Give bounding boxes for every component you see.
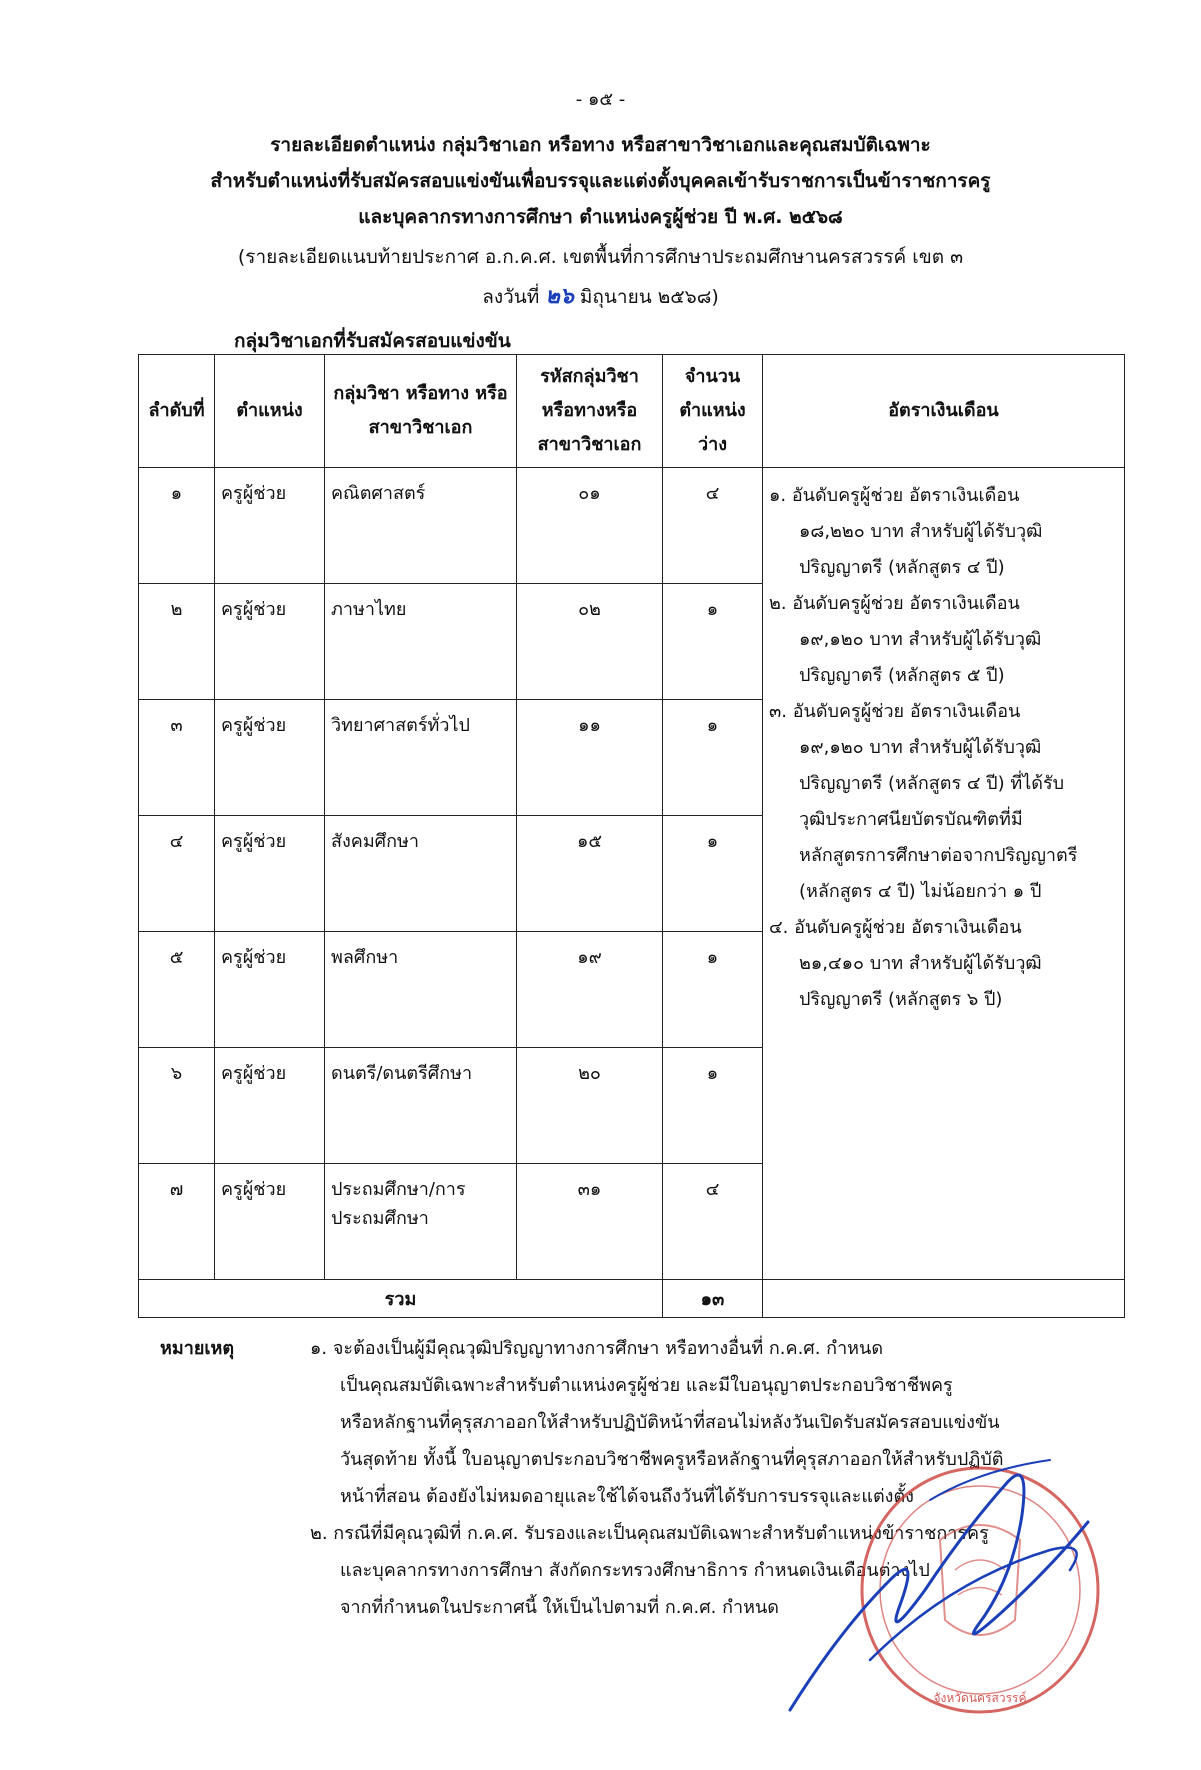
stamp-text: จังหวัดนครสวรรค์ [933, 1691, 1027, 1705]
note-line: หรือหลักฐานที่คุรุสภาออกให้สำหรับปฏิบัติหน้าที่สอนไม่หลังวันเปิดรับสมัครสอบแข่งขัน [340, 1412, 1000, 1433]
cell-subject: ดนตรี/ดนตรีศึกษา [325, 1048, 517, 1164]
salary-item [769, 478, 1118, 586]
salary-item-line: ๒๑,๔๑๐ บาท สำหรับผู้ได้รับวุฒิ [799, 953, 1042, 974]
cell-subject: วิทยาศาสตร์ทั่วไป [325, 700, 517, 816]
salary-item-first: ๓. อันดับครูผู้ช่วย อัตราเงินเดือน [769, 701, 1021, 722]
header-order: ลำดับที่ [139, 355, 215, 468]
cell-code: ๑๙ [517, 932, 663, 1048]
cell-position: ครูผู้ช่วย [215, 1164, 325, 1280]
salary-item [769, 586, 1118, 694]
cell-code: ๐๑ [517, 468, 663, 584]
cell-position: ครูผู้ช่วย [215, 700, 325, 816]
table-row [139, 468, 1125, 584]
salary-item-line: ปริญญาตรี (หลักสูตร ๕ ปี) [799, 665, 1005, 686]
salary-cell [763, 468, 1125, 1280]
salary-item-line: ปริญญาตรี (หลักสูตร ๔ ปี) ที่ได้รับ [799, 773, 1065, 794]
note-line: หน้าที่สอน ต้องยังไม่หมดอายุและใช้ได้จนถึงวันที่ได้รับการบรรจุและแต่งตั้ง [340, 1486, 914, 1507]
header-code: รหัสกลุ่มวิชา หรือทางหรือ สาขาวิชาเอก [517, 355, 663, 468]
cell-position: ครูผู้ช่วย [215, 816, 325, 932]
total-label: รวม [139, 1280, 663, 1318]
cell-subject: คณิตศาสตร์ [325, 468, 517, 584]
salary-item-line: วุฒิประกาศนียบัตรบัณฑิตที่มี [799, 809, 1023, 830]
salary-item-line: ๑๙,๑๒๐ บาท สำหรับผู้ได้รับวุฒิ [799, 737, 1042, 758]
note-line: วันสุดท้าย ทั้งนี้ ใบอนุญาตประกอบวิชาชีพครูหรือหลักฐานที่คุรุสภาออกให้สำหรับปฏิบัติ [340, 1449, 1004, 1470]
subtitle: (รายละเอียดแนบท้ายประกาศ อ.ก.ค.ศ. เขตพื้นที่การศึกษาประถมศึกษานครสวรรค์ เขต ๓ [237, 246, 964, 268]
title-line-3: และบุคลากรทางการศึกษา ตำแหน่งครูผู้ช่วย ปี พ.ศ. ๒๕๖๘ [358, 206, 843, 228]
salary-item-first: ๒. อันดับครูผู้ช่วย อัตราเงินเดือน [769, 593, 1020, 614]
cell-count: ๔ [663, 1164, 763, 1280]
salary-item-line: ๑๘,๒๒๐ บาท สำหรับผู้ได้รับวุฒิ [799, 521, 1043, 542]
title-line-1: รายละเอียดตำแหน่ง กลุ่มวิชาเอก หรือทาง หรือสาขาวิชาเอกและคุณสมบัติเฉพาะ [270, 134, 931, 156]
header-position: ตำแหน่ง [215, 355, 325, 468]
title-line-2: สำหรับตำแหน่งที่รับสมัครสอบแข่งขันเพื่อบรรจุและแต่งตั้งบุคคลเข้ารับราชการเป็นข้าราชการครู [210, 170, 991, 192]
cell-order: ๒ [139, 584, 215, 700]
total-row [139, 1280, 1125, 1318]
date-prefix: ลงวันที่ [482, 286, 540, 308]
cell-order: ๕ [139, 932, 215, 1048]
cell-order: ๑ [139, 468, 215, 584]
salary-item-line: ปริญญาตรี (หลักสูตร ๖ ปี) [799, 989, 1003, 1010]
table-header-row [139, 355, 1125, 468]
cell-order: ๓ [139, 700, 215, 816]
note-line: เป็นคุณสมบัติเฉพาะสำหรับตำแหน่งครูผู้ช่วย และมีใบอนุญาตประกอบวิชาชีพครู [340, 1375, 953, 1396]
salary-item-line: ๑๙,๑๒๐ บาท สำหรับผู้ได้รับวุฒิ [799, 629, 1042, 650]
cell-order: ๖ [139, 1048, 215, 1164]
total-count: ๑๓ [663, 1280, 763, 1318]
note-first-line: ๑. จะต้องเป็นผู้มีคุณวุฒิปริญญาทางการศึกษา หรือทางอื่นที่ ก.ค.ศ. กำหนด [310, 1338, 884, 1359]
salary-item [769, 910, 1118, 1018]
signature-icon [750, 1430, 1130, 1720]
header-subject: กลุ่มวิชา หรือทาง หรือสาขาวิชาเอก [325, 355, 517, 468]
salary-item-line: ปริญญาตรี (หลักสูตร ๔ ปี) [799, 557, 1005, 578]
cell-position: ครูผู้ช่วย [215, 932, 325, 1048]
cell-position: ครูผู้ช่วย [215, 468, 325, 584]
handwritten-day: ๒๖ [545, 284, 574, 309]
cell-subject: สังคมศึกษา [325, 816, 517, 932]
cell-count: ๑ [663, 1048, 763, 1164]
cell-code: ๐๒ [517, 584, 663, 700]
cell-count: ๑ [663, 700, 763, 816]
cell-subject: ประถมศึกษา/การประถมศึกษา [325, 1164, 517, 1280]
note-line: จากที่กำหนดในประกาศนี้ ให้เป็นไปตามที่ ก.ค.ศ. กำหนด [340, 1597, 779, 1618]
cell-position: ครูผู้ช่วย [215, 1048, 325, 1164]
cell-subject: ภาษาไทย [325, 584, 517, 700]
notes-label: หมายเหตุ [160, 1338, 235, 1359]
salary-item [769, 694, 1118, 910]
page-number: - ๑๕ - [575, 89, 626, 110]
cell-count: ๑ [663, 816, 763, 932]
cell-code: ๑๑ [517, 700, 663, 816]
header-count: จำนวน ตำแหน่ง ว่าง [663, 355, 763, 468]
cell-order: ๔ [139, 816, 215, 932]
cell-order: ๗ [139, 1164, 215, 1280]
cell-code: ๓๑ [517, 1164, 663, 1280]
note-line: และบุคลากรทางการศึกษา สังกัดกระทรวงศึกษาธิการ กำหนดเงินเดือนต่างไป [340, 1560, 930, 1581]
cell-count: ๑ [663, 584, 763, 700]
note-first-line: ๒. กรณีที่มีคุณวุฒิที่ ก.ค.ศ. รับรองและเป็นคุณสมบัติเฉพาะสำหรับตำแหน่งข้าราชการครู [310, 1523, 989, 1544]
header-salary: อัตราเงินเดือน [763, 355, 1125, 468]
total-empty-cell [763, 1280, 1125, 1318]
cell-subject: พลศึกษา [325, 932, 517, 1048]
salary-item-line: หลักสูตรการศึกษาต่อจากปริญญาตรี [799, 845, 1078, 866]
cell-position: ครูผู้ช่วย [215, 584, 325, 700]
date-suffix: มิถุนายน ๒๕๖๘) [579, 286, 719, 308]
cell-count: ๑ [663, 932, 763, 1048]
cell-code: ๑๕ [517, 816, 663, 932]
positions-table [138, 354, 1125, 1318]
salary-item-first: ๑. อันดับครูผู้ช่วย อัตราเงินเดือน [769, 485, 1020, 506]
group-label: กลุ่มวิชาเอกที่รับสมัครสอบแข่งขัน [234, 330, 511, 352]
cell-code: ๒๐ [517, 1048, 663, 1164]
salary-item-first: ๔. อันดับครูผู้ช่วย อัตราเงินเดือน [769, 917, 1022, 938]
date-line [0, 278, 1201, 313]
cell-count: ๔ [663, 468, 763, 584]
salary-item-line: (หลักสูตร ๔ ปี) ไม่น้อยกว่า ๑ ปี [799, 881, 1042, 902]
